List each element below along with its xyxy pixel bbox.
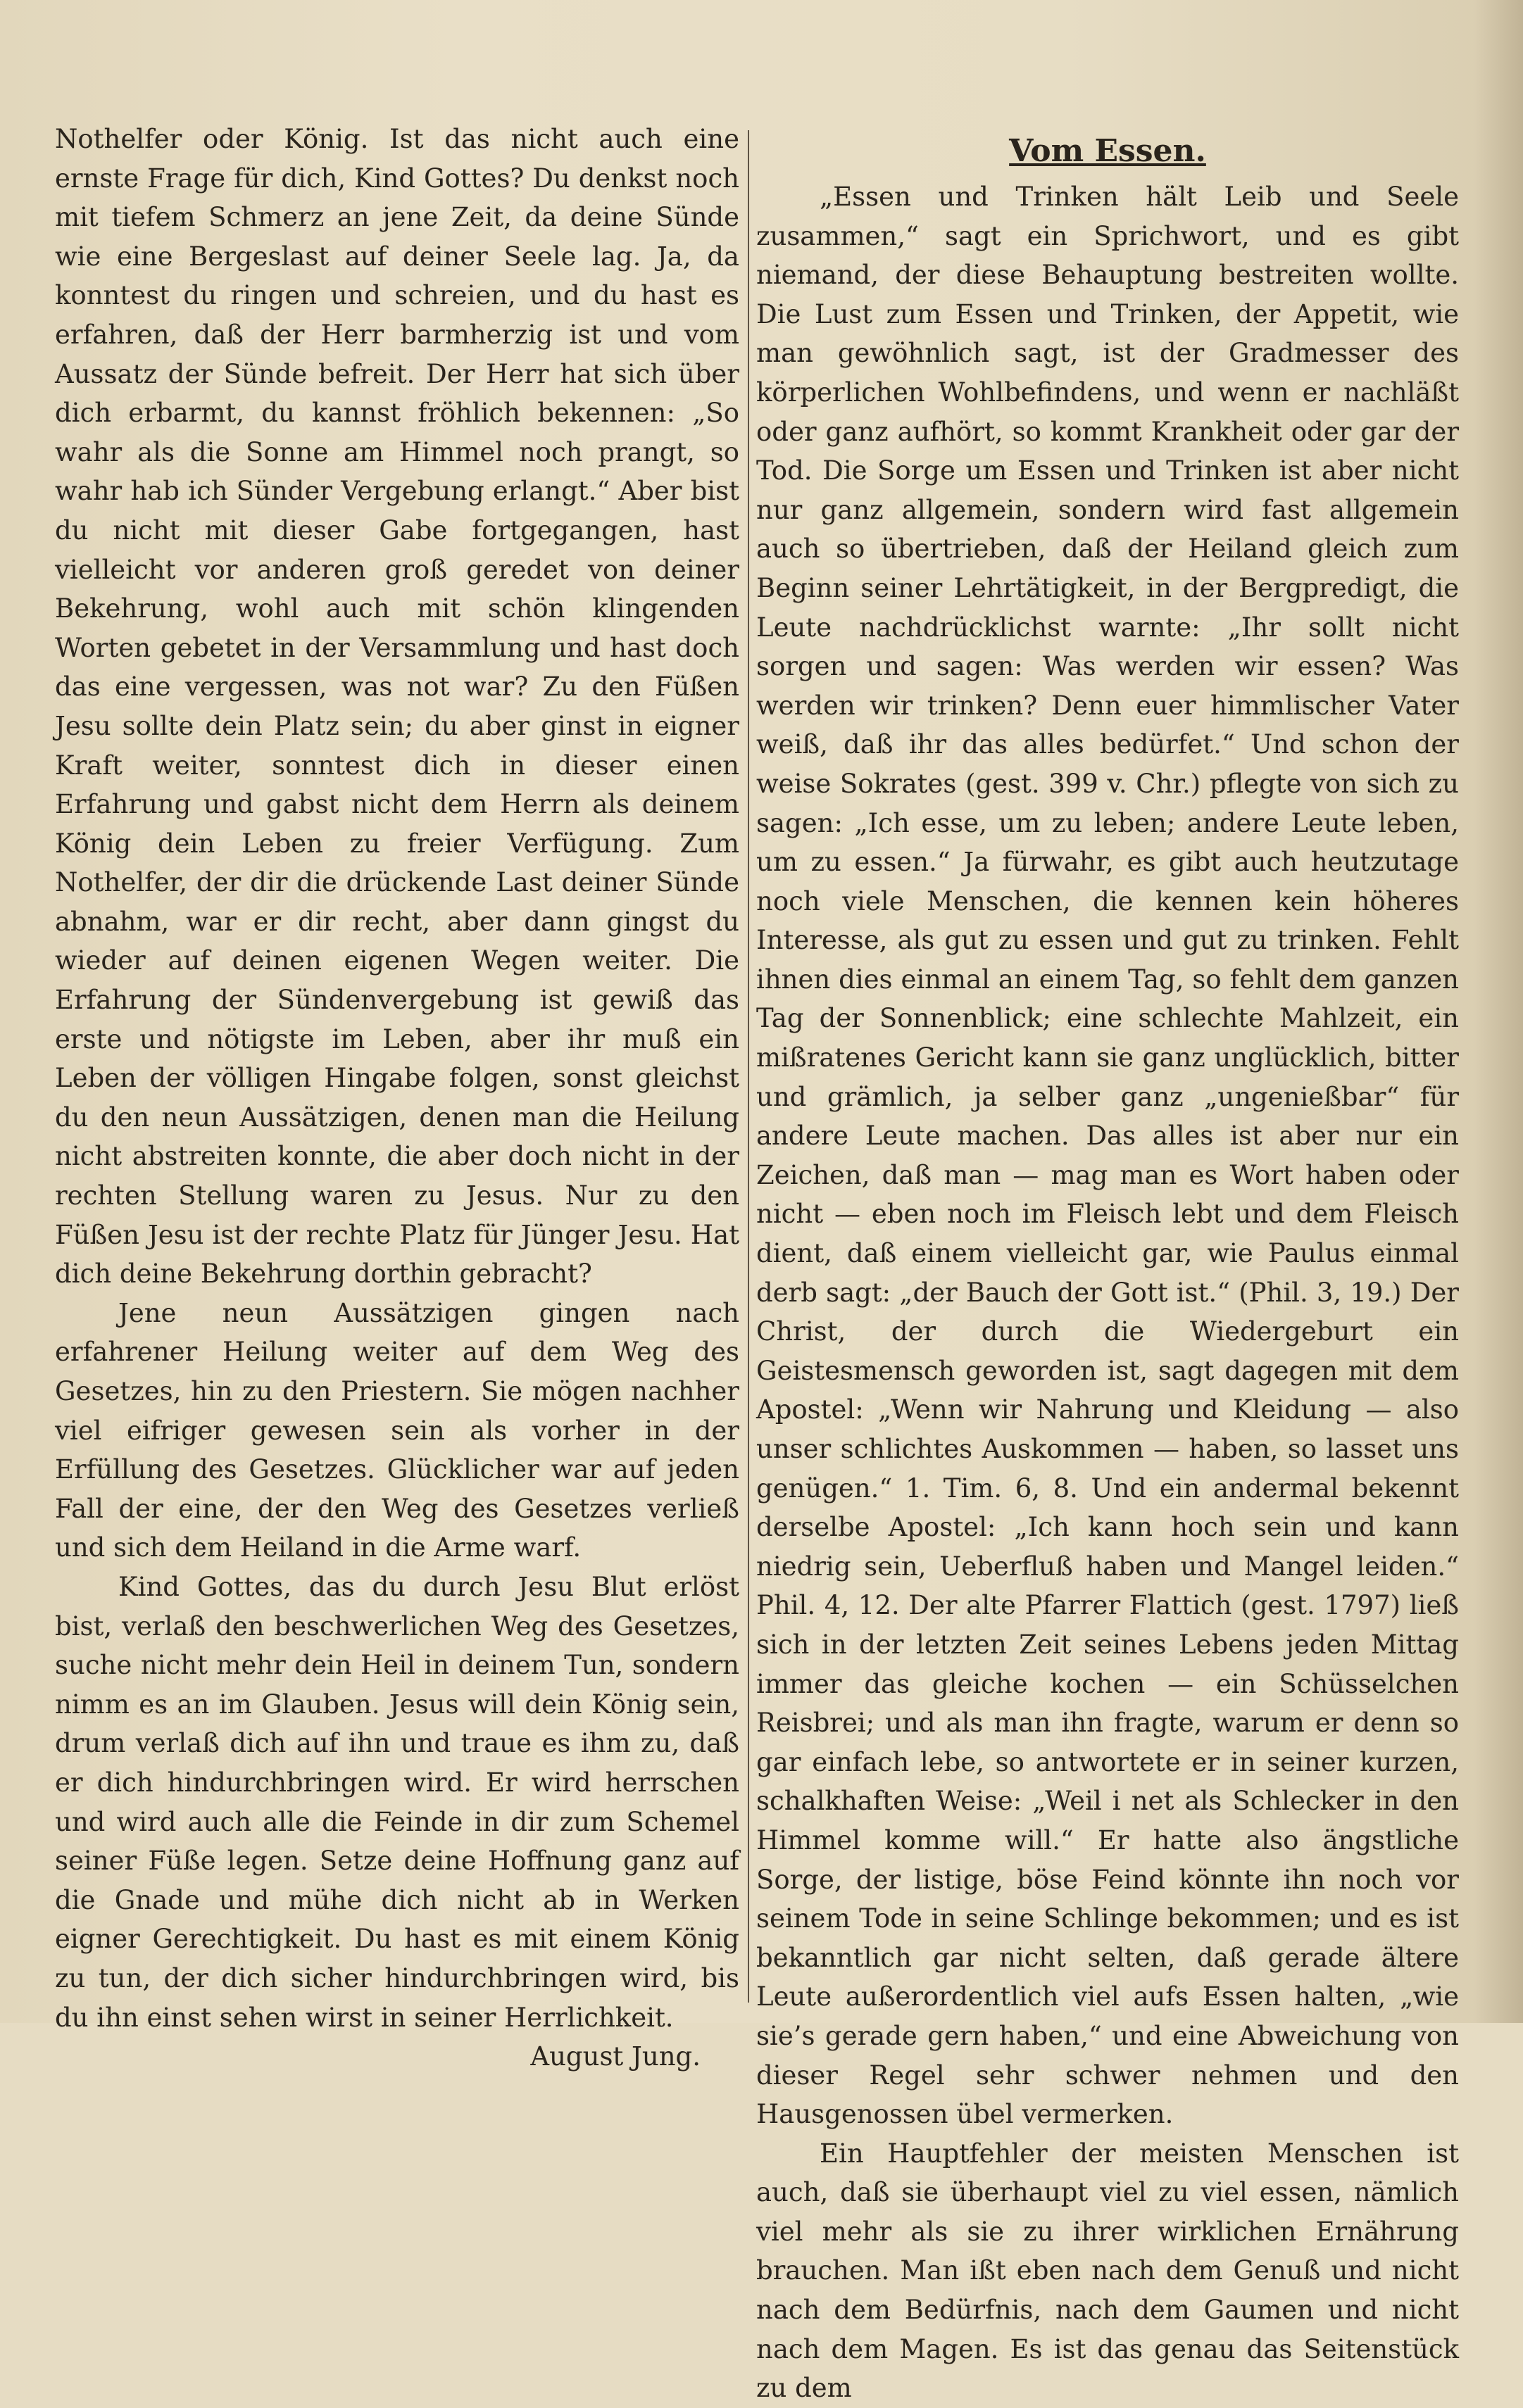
article-heading: Vom Essen. bbox=[1009, 133, 1206, 169]
paragraph: „Essen und Trinken hält Leib und Seele zusammen,“ sagt ein Sprichwort, und es gibt niemand, der diese Behauptung bestreiten wollte. Die Lust zum Essen und Trinken, der Appetit, wie man gewöhnlich sagt, ist der Gradmesser des körperlichen Wohlbefindens, und wenn er nachläßt oder ganz aufhört, so kommt Krankheit oder gar der Tod. Die Sorge um Essen und Trinken ist aber nicht nur ganz allgemein, sondern wird fast allgemein auch so übertrieben, daß der Heiland gleich zum Beginn seiner Lehrtätigkeit, in der Bergpredigt, die Leute nachdrücklichst warnte: „Ihr sollt nicht sorgen und sagen: Was werden wir essen? Was werden wir trinken? Denn euer himmlischer Vater weiß, daß ihr das alles bedürfet.“ Und schon der weise Sokrates (gest. 399 v. Chr.) pflegte von sich zu sagen: „Ich esse, um zu leben; andere Leute leben, um zu essen.“ Ja fürwahr, es gibt auch heutzutage noch viele Menschen, die kennen kein höheres Interesse, als gut zu essen und gut zu trinken. Fehlt ihnen dies einmal an einem Tag, so fehlt dem ganzen Tag der Sonnenblick; eine schlechte Mahlzeit, ein mißratenes Gericht kann sie ganz unglücklich, bitter und grämlich, ja selber ganz „ungenießbar“ für andere Leute machen. Das alles ist aber nur ein Zeichen, daß man — mag man es Wort haben oder nicht — eben noch im Fleisch lebt und dem Fleisch dient, daß einem vielleicht gar, wie Paulus einmal derb sagt: „der Bauch der Gott ist.“ (Phil. 3, 19.) Der Christ, der durch die Wiedergeburt ein Geistesmensch geworden ist, sagt dagegen mit dem Apostel: „Wenn wir Nahrung und Kleidung — also unser schlichtes Auskommen — haben, so lasset uns genügen.“ 1. Tim. 6, 8. Und ein andermal bekennt derselbe Apostel: „Ich kann hoch sein und kann niedrig sein, Ueberfluß haben und Mangel leiden.“ Phil. 4, 12. Der alte Pfarrer Flattich (gest. 1797) ließ sich in der letzten Zeit seines Lebens jeden Mittag immer das gleiche kochen — ein Schüsselchen Reisbrei; und als man ihn fragte, warum er denn so gar einfach lebe, so antwortete er in seiner kurzen, schalkhaften Weise: „Weil i net als Schlecker in den Himmel komme will.“ Er hatte also ängstliche Sorge, der listige, böse Feind könnte ihn noch vor seinem Tode in seine Schlinge bekommen; und es ist bekanntlich gar nicht selten, daß gerade ältere Leute außerordentlich viel aufs Essen halten, „wie sie’s gerade gern haben,“ und eine Abweichung von dieser Regel sehr schwer nehmen und den Hausgenossen übel vermerken. bbox=[756, 182, 1459, 2130]
left-column bbox=[55, 120, 739, 2076]
paragraph: Nothelfer oder König. Ist das nicht auch eine ernste Frage für dich, Kind Gottes? Du denkst noch mit tiefem Schmerz an jene Zeit, da deine Sünde wie eine Bergeslast auf deiner Seele lag. Ja, da konntest du ringen und schreien, und du hast es erfahren, daß der Herr barmherzig ist und vom Aussatz der Sünde befreit. Der Herr hat sich über dich erbarmt, du kannst fröhlich bekennen: „So wahr als die Sonne am Himmel noch prangt, so wahr hab ich Sünder Vergebung erlangt.“ Aber bist du nicht mit dieser Gabe fortgegangen, hast vielleicht vor anderen groß geredet von deiner Bekehrung, wohl auch mit schön klingenden Worten gebetet in der Versammlung und hast doch das eine vergessen, was not war? Zu den Füßen Jesu sollte dein Platz sein; du aber ginst in eigner Kraft weiter, sonntest dich in dieser einen Erfahrung und gabst nicht dem Herrn als deinem König dein Leben zu freier Verfügung. Zum Nothelfer, der dir die drückende Last deiner Sünde abnahm, war er dir recht, aber dann gingst du wieder auf deinen eigenen Wegen weiter. Die Erfahrung der Sündenvergebung ist gewiß das erste und nötigste im Leben, aber ihr muß ein Leben der völligen Hingabe folgen, sonst gleichst du den neun Aussätzigen, denen man die Heilung nicht abstreiten konnte, die aber doch nicht in der rechten Stellung waren zu Jesus. Nur zu den Füßen Jesu ist der rechte Platz für Jünger Jesu. Hat dich deine Bekehrung dorthin gebracht? bbox=[55, 124, 739, 1290]
right-column bbox=[756, 127, 1459, 2408]
column-divider bbox=[748, 130, 749, 2003]
signature-line bbox=[55, 2037, 739, 2076]
paragraph: Jene neun Aussätzigen gingen nach erfahrener Heilung weiter auf dem Weg des Gesetzes, hin zu den Priestern. Sie mögen nachher viel eifriger gewesen sein als vorher in der Erfüllung des Gesetzes. Glücklicher war auf jeden Fall der eine, der den Weg des Gesetzes verließ und sich dem Heiland in die Arme warf. bbox=[55, 1297, 739, 1563]
author-signature: August Jung. bbox=[530, 2041, 701, 2072]
paragraph: Kind Gottes, das du durch Jesu Blut erlöst bist, verlaß den beschwerlichen Weg des Gesetzes, suche nicht mehr dein Heil in deinem Tun, sondern nimm es an im Glauben. Jesus will dein König sein, drum verlaß dich auf ihn und traue es ihm zu, daß er dich hindurchbringen wird. Er wird herrschen und wird auch alle die Feinde in dir zum Schemel seiner Füße legen. Setze deine Hoffnung ganz auf die Gnade und mühe dich nicht ab in Werken eigner Gerechtigkeit. Du hast es mit einem König zu tun, der dich sicher hindurchbringen wird, bis du ihn einst sehen wirst in seiner Herrlichkeit. bbox=[55, 1571, 739, 2033]
paragraph: Ein Hauptfehler der meisten Menschen ist auch, daß sie überhaupt viel zu viel essen, nämlich viel mehr als sie zu ihrer wirklichen Ernährung brauchen. Man ißt eben nach dem Genuß und nicht nach dem Bedürfnis, nach dem Gaumen und nicht nach dem Magen. Es ist das genau das Seitenstück zu dem bbox=[756, 2138, 1459, 2404]
